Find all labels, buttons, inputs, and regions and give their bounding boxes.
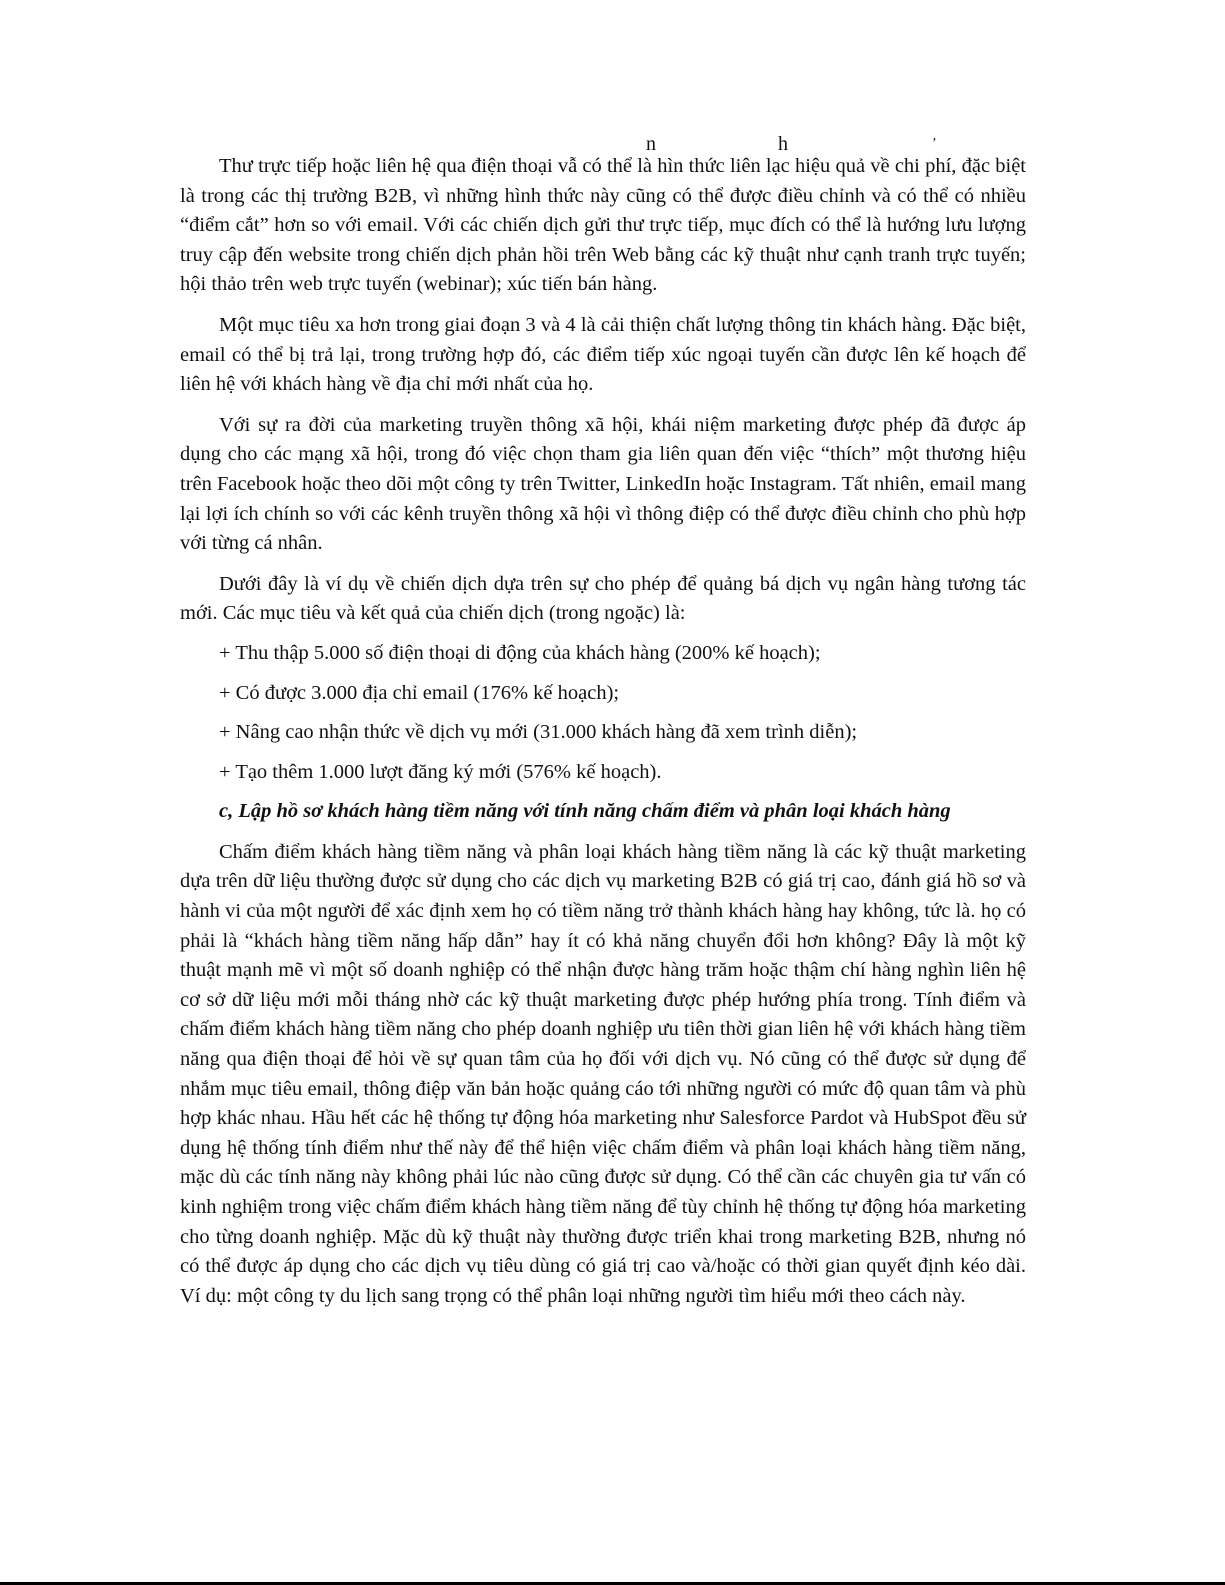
bullet-item: + Có được 3.000 địa chỉ email (176% kế hoạch); bbox=[219, 681, 620, 704]
stray-mark-h: h bbox=[778, 133, 788, 155]
stray-mark-n: n bbox=[646, 133, 656, 155]
stray-mark-apostrophe: ʼ bbox=[932, 136, 937, 151]
document-body bbox=[180, 152, 1026, 1311]
bullet-item: + Thu thập 5.000 số điện thoại di động của khách hàng (200% kế hoạch); bbox=[219, 641, 821, 664]
paragraph-social-media: Với sự ra đời của marketing truyền thông xã hội, khái niệm marketing được phép đã được áp dụng cho các mạng xã hội, trong đó việc chọn tham gia liên quan đến việc “thích” một thương hiệu trên Facebook hoặc theo dõi một công ty trên Twitter, LinkedIn hoặc Instagram. Tất nhiên, email mang lại lợi ích chính so với các kênh truyền thông xã hội vì thông điệp có thể được điều chỉnh cho phù hợp với từng cá nhân. bbox=[180, 413, 1026, 555]
paragraph-data-quality: Một mục tiêu xa hơn trong giai đoạn 3 và 4 là cải thiện chất lượng thông tin khách hàng. Đặc biệt, email có thể bị trả lại, trong trường hợp đó, các điểm tiếp xúc ngoại tuyến cần được lên kế hoạch để liên hệ với khách hàng về địa chỉ mới nhất của họ. bbox=[180, 313, 1026, 396]
bullet-item: + Tạo thêm 1.000 lượt đăng ký mới (576% kế hoạch). bbox=[219, 760, 662, 783]
section-heading: c, Lập hồ sơ khách hàng tiềm năng với tính năng chấm điểm và phân loại khách hàng bbox=[219, 800, 951, 823]
paragraph-lead-scoring: Chấm điểm khách hàng tiềm năng và phân loại khách hàng tiềm năng là các kỹ thuật marketing dựa trên dữ liệu thường được sử dụng cho các dịch vụ marketing B2B có giá trị cao, đánh giá hồ sơ và hành vi của một người để xác định xem họ có tiềm năng trở thành khách hàng hay không, tức là. họ có phải là “khách hàng tiềm năng hấp dẫn” hay ít có khả năng chuyển đổi hơn không? Đây là một kỹ thuật mạnh mẽ vì một số doanh nghiệp có thể nhận được hàng trăm hoặc thậm chí hàng nghìn liên hệ cơ sở dữ liệu mới mỗi tháng nhờ các kỹ thuật marketing được phép hướng phía trong. Tính điểm và chấm điểm khách hàng tiềm năng cho phép doanh nghiệp ưu tiên thời gian liên hệ với khách hàng tiềm năng qua điện thoại để hỏi về sự quan tâm của họ đối với dịch vụ. Nó cũng có thể được sử dụng để nhắm mục tiêu email, thông điệp văn bản hoặc quảng cáo tới những người có mức độ quan tâm và phù hợp khác nhau. Hầu hết các hệ thống tự động hóa marketing như Salesforce Pardot và HubSpot đều sử dụng hệ thống tính điểm như thế này để thể hiện việc chấm điểm và phân loại khách hàng tiềm năng, mặc dù các tính năng này không phải lúc nào cũng được sử dụng. Có thể cần các chuyên gia tư vấn có kinh nghiệm trong việc chấm điểm khách hàng tiềm năng để tùy chỉnh hệ thống tự động hóa marketing cho từng doanh nghiệp. Mặc dù kỹ thuật này thường được triển khai trong marketing B2B, nhưng nó có thể được áp dụng cho các dịch vụ tiêu dùng có giá trị cao và/hoặc có thời gian quyết định kéo dài. Ví dụ: một công ty du lịch sang trọng có thể phân loại những người tìm hiểu mới theo cách này. bbox=[180, 840, 1026, 1307]
bullet-item: + Nâng cao nhận thức về dịch vụ mới (31.000 khách hàng đã xem trình diễn); bbox=[219, 721, 858, 744]
paragraph-direct-mail: Thư trực tiếp hoặc liên hệ qua điện thoại vẫ có thể là hìn thức liên lạc hiệu quả về chi phí, đặc biệt là trong các thị trường B2B, vì những hình thức này cũng có thể được điều chỉnh và có thể có nhiều “điểm cắt” hơn so với email. Với các chiến dịch gửi thư trực tiếp, mục đích có thể là hướng lưu lượng truy cập đến website trong chiến dịch phản hồi trên Web bằng các kỹ thuật như cạnh tranh trực tuyến; hội thảo trên web trực tuyến (webinar); xúc tiến bán hàng. bbox=[180, 155, 1026, 296]
paragraph-campaign-example: Dưới đây là ví dụ về chiến dịch dựa trên sự cho phép để quảng bá dịch vụ ngân hàng tương tác mới. Các mục tiêu và kết quả của chiến dịch (trong ngoặc) là: bbox=[180, 572, 1026, 625]
